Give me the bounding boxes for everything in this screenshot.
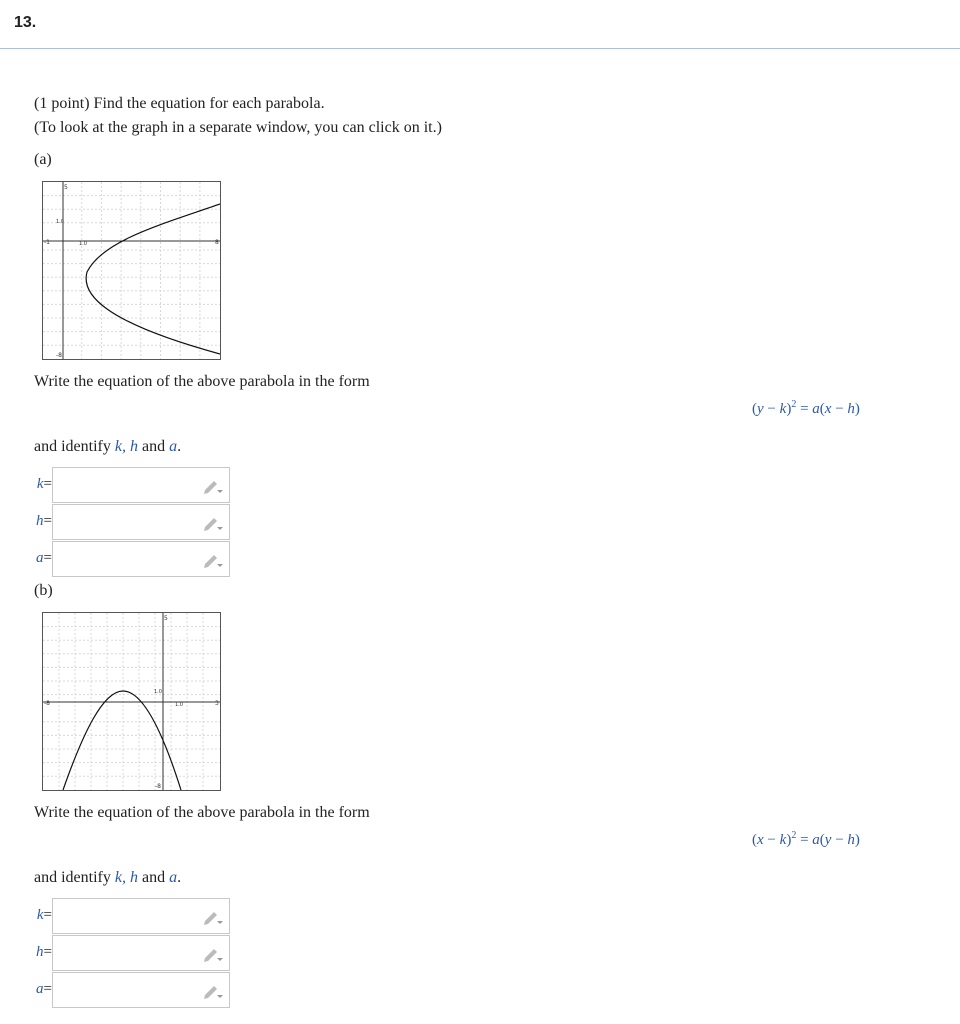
pencil-icon[interactable] [201,944,223,964]
answer-label [30,513,52,530]
formula-token: ) [786,401,792,417]
part-b-x-min-label: -8 [44,700,50,707]
part-a-formula [752,399,860,418]
formula-token: a [812,832,820,848]
formula-token: = [796,832,813,848]
part-a-answer-a [30,541,230,577]
formula-token: ( [752,401,757,417]
answer-var: a [36,550,44,566]
part-a-y-tick-label: 1.0 [56,219,64,225]
answer-eq: = [43,476,52,492]
pencil-icon[interactable] [201,981,223,1001]
identify-and: and [137,438,170,455]
answer-input[interactable] [52,467,230,503]
formula-token: 2 [791,830,797,841]
part-b-y-tick-label: 1.0 [154,689,162,695]
formula-token: ( [752,832,757,848]
part-a-label: (a) [34,151,52,168]
part-a-x-max-label: 8 [215,239,219,246]
part-b-answer-h [30,935,230,971]
identify-vars: k, h [114,869,138,886]
pencil-icon[interactable] [201,550,223,570]
answer-eq: = [43,513,52,529]
answer-label [30,944,52,961]
part-a-instruction: Write the equation of the above parabola in the form [34,373,370,390]
formula-token: 2 [791,399,797,410]
identify-period: . [177,869,182,886]
formula-token: k [779,832,787,848]
formula-token: y [757,401,764,417]
answer-eq: = [43,907,52,923]
part-b-y-min-label: -8 [155,783,161,790]
answer-label [30,550,52,567]
part-a-x-tick-label: 1.0 [79,241,87,247]
part-b-instruction: Write the equation of the above parabola in the form [34,804,370,821]
part-b-graph-svg [43,613,220,790]
answer-var: k [36,476,44,492]
part-b-label: (b) [34,582,53,599]
answer-eq: = [43,981,52,997]
formula-token: h [847,832,855,848]
problem-statement: (1 point) Find the equation for each parabola. [34,95,325,112]
part-a-answer-k [30,467,230,503]
question-number: 13. [14,14,37,31]
formula-token: y [824,832,832,848]
answer-var: a [36,981,44,997]
answer-var: k [36,907,44,923]
pencil-icon[interactable] [201,907,223,927]
formula-token: − [831,832,848,848]
part-a-graph[interactable] [42,181,221,360]
formula-token: a [812,401,820,417]
pencil-icon[interactable] [201,513,223,533]
part-a-identify [34,437,181,457]
answer-eq: = [43,550,52,566]
formula-token: ) [854,832,860,848]
part-a-x-min-label: -1 [44,239,50,246]
formula-token: k [779,401,787,417]
identify-vars: k, h [114,438,138,455]
identify-period: . [177,438,182,455]
part-a-graph-svg [43,182,220,359]
part-b-y-max-label: 5 [164,615,168,622]
pencil-icon[interactable] [201,476,223,496]
identify-prefix: and identify [34,438,115,455]
problem-hint: (To look at the graph in a separate window, you can click on it.) [34,119,442,136]
answer-label [30,476,52,493]
formula-token: − [831,401,848,417]
identify-prefix: and identify [34,869,115,886]
part-b-answer-k [30,898,230,934]
answer-var: h [36,944,44,960]
formula-token: ) [786,832,792,848]
formula-token: = [796,401,813,417]
header-divider [0,48,960,49]
part-b-formula [752,830,860,849]
answer-input[interactable] [52,898,230,934]
part-a-y-min-label: -8 [56,352,62,359]
part-b-answer-a [30,972,230,1008]
answer-eq: = [43,944,52,960]
part-b-x-tick-label: 1.0 [175,702,183,708]
part-a-answer-h [30,504,230,540]
identify-and: and [137,869,170,886]
answer-input[interactable] [52,504,230,540]
formula-token: h [847,401,855,417]
formula-token: x [757,832,764,848]
part-b-graph[interactable] [42,612,221,791]
identify-last: a [169,869,178,886]
answer-input[interactable] [52,935,230,971]
formula-token: ( [819,832,825,848]
part-b-x-max-label: 3 [215,700,219,707]
answer-var: h [36,513,44,529]
answer-input[interactable] [52,541,230,577]
formula-token: ) [854,401,860,417]
formula-token: x [824,401,832,417]
answer-label [30,907,52,924]
answer-input[interactable] [52,972,230,1008]
formula-token: − [763,401,780,417]
formula-token: ( [819,401,825,417]
identify-last: a [169,438,178,455]
answer-label [30,981,52,998]
formula-token: − [763,832,780,848]
part-b-identify [34,868,181,888]
part-a-y-max-label: 5 [64,184,68,191]
